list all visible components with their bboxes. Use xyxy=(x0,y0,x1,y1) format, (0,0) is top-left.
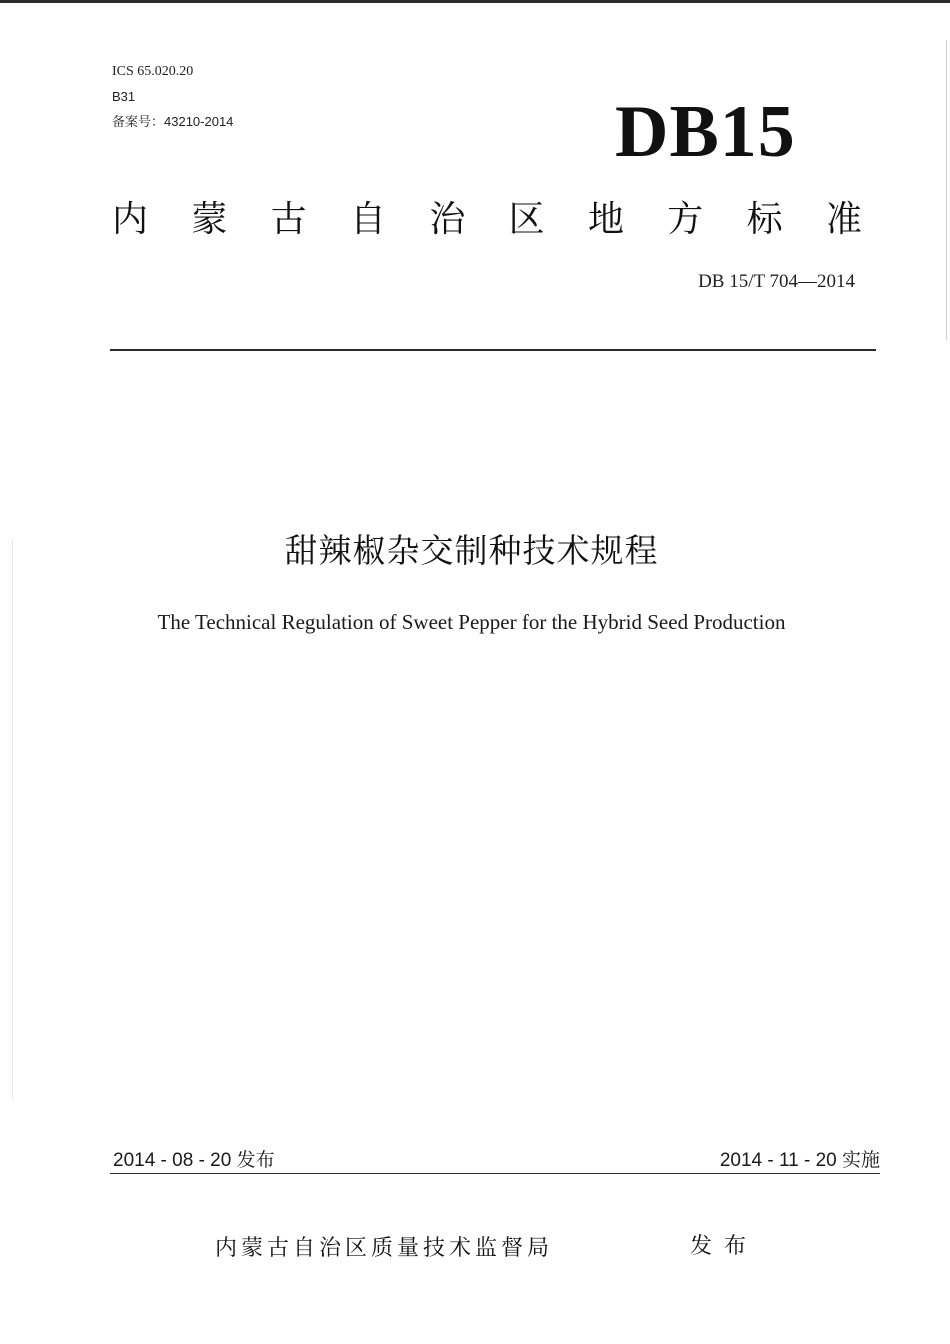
standard-type-char: 蒙 xyxy=(191,199,228,240)
document-title-english: The Technical Regulation of Sweet Pepper for the Hybrid Seed Production xyxy=(157,610,786,634)
right-scan-edge xyxy=(946,40,947,340)
standard-type-char: 古 xyxy=(270,199,307,240)
standard-type-heading xyxy=(112,196,862,244)
standard-type-char: 内 xyxy=(112,199,149,240)
record-number: 备案号：43210-2014 xyxy=(112,114,234,129)
publish-label: 发布 xyxy=(690,1234,759,1259)
header-divider xyxy=(110,349,876,351)
document-title-chinese: 甜辣椒杂交制种技术规程 xyxy=(284,531,659,570)
footer-divider xyxy=(110,1173,880,1174)
implementation-date: 2014 - 11 - 20 实施 xyxy=(719,1150,880,1171)
classification-code: B31 xyxy=(112,89,136,104)
standard-number: DB 15/T 704—2014 xyxy=(698,271,855,292)
publisher-name: 内蒙古自治区质量技术监督局 xyxy=(215,1236,554,1261)
standard-type-char: 方 xyxy=(667,199,704,240)
standard-type-char: 治 xyxy=(429,199,466,240)
db15-logo: DB15 xyxy=(615,91,796,173)
ics-code: ICS 65.020.20 xyxy=(112,64,194,79)
standard-type-char: 准 xyxy=(825,199,862,240)
standard-type-char: 标 xyxy=(746,199,783,240)
top-scan-edge xyxy=(0,0,950,3)
standard-type-char: 地 xyxy=(587,199,624,240)
issue-date: 2014 - 08 - 20 发布 xyxy=(113,1150,275,1171)
standard-type-char: 自 xyxy=(349,199,386,240)
standard-type-char: 区 xyxy=(508,199,545,240)
